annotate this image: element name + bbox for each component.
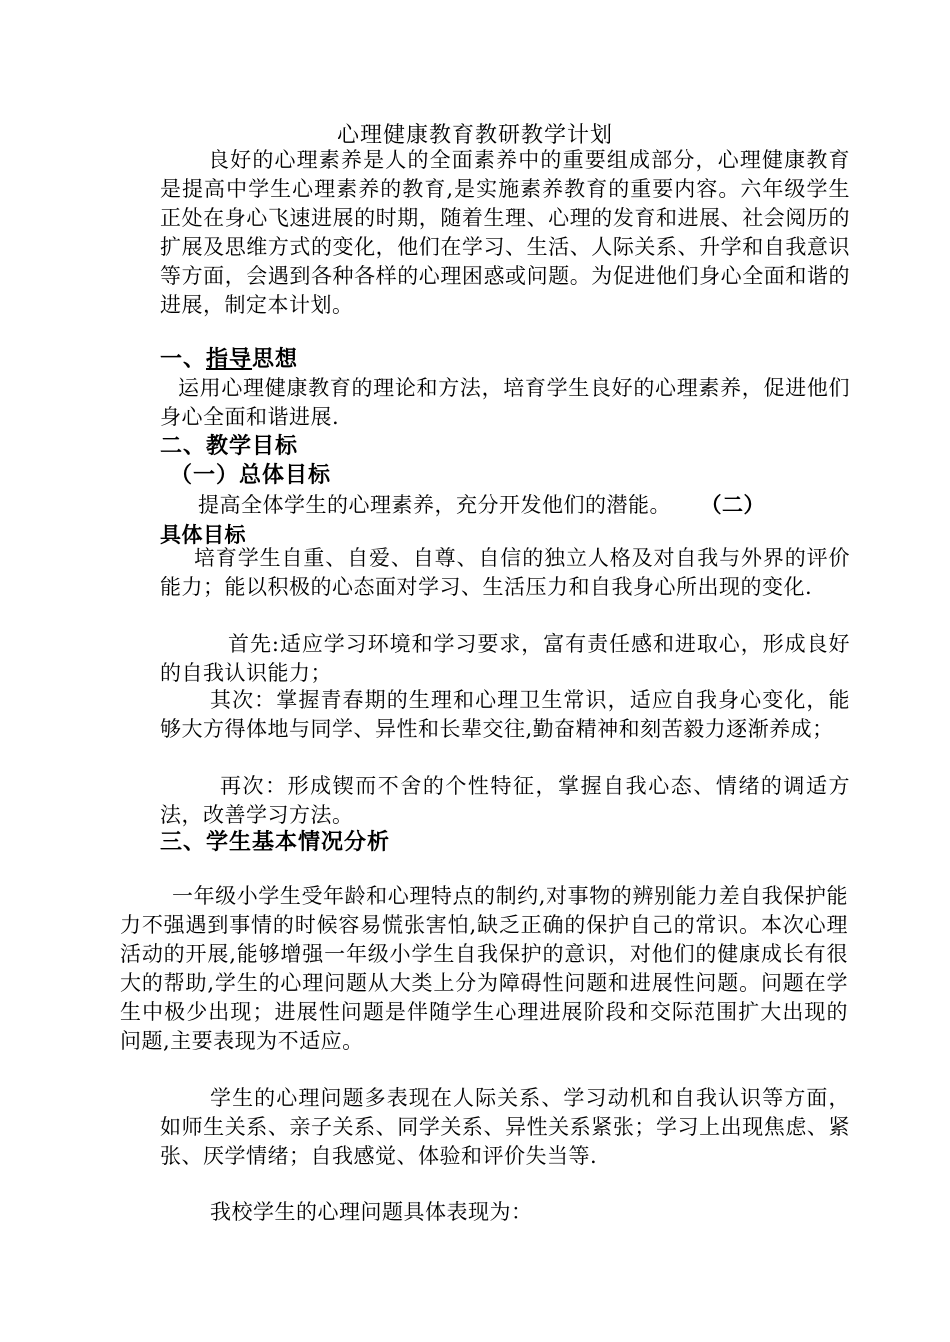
section-1-heading-rest: 思想 xyxy=(252,346,299,372)
section-2-heading: 二、教学目标 xyxy=(160,433,299,459)
section-3-paragraph-2: 学生的心理问题多表现在人际关系、学习动机和自我认识等方面，如师生关系、亲子关系、同学关系、异性关系紧张；学习上出现焦虑、紧张、厌学情绪；自我感觉、体验和评价失当等. xyxy=(160,1086,850,1168)
document-title: 心理健康教育教研教学计划 xyxy=(336,123,613,148)
section-3-paragraph-1: 一年级小学生受年龄和心理特点的制约,对事物的辨别能力差自我保护能力不强遇到事情的时候容易慌张害怕,缺乏正确的保护自己的常识。本次心理活动的开展,能够增强一年级小学生自我保护的意识，对他们的健康成长有很大的帮助,学生的心理问题从大类上分为障碍性问题和进展性问题。问题在学生中极少出现；进展性问题是伴随学生心理进展阶段和交际范围扩大出现的问题,主要表现为不适应。 xyxy=(120,884,848,1053)
intro-paragraph: 良好的心理素养是人的全面素养中的重要组成部分，心理健康教育是提高中学生心理素养的教育,是实施素养教育的重要内容。六年级学生正处在身心飞速进展的时期，随着生理、心理的发育和进展、社会阅历的扩展及思维方式的变化，他们在学习、生活、人际关系、升学和自我意识等方面，会遇到各种各样的心理困惑或问题。为促进他们身心全面和谐的进展，制定本计划。 xyxy=(160,148,850,317)
specific-goal-first: 首先:适应学习环境和学习要求，富有责任感和进取心，形成良好的自我认识能力； xyxy=(160,632,850,685)
section-1-heading-underlined: 指导 xyxy=(206,346,253,372)
subsection-overall-goal-text xyxy=(160,490,850,550)
section-3-heading: 三、学生基本情况分析 xyxy=(160,829,391,855)
subsection-overall-goal-heading: （一）总体目标 xyxy=(170,462,332,488)
section-1-prefix: 一、 xyxy=(160,346,207,372)
section-1-text: 运用心理健康教育的理论和方法，培育学生良好的心理素养，促进他们身心全面和谐进展. xyxy=(160,376,850,429)
subsection-specific-goal-heading-part1: （二） xyxy=(711,492,765,517)
specific-goal-third: 再次：形成锲而不舍的个性特征，掌握自我心态、情绪的调适方法，改善学习方法。 xyxy=(160,774,850,827)
section-3-paragraph-3: 我校学生的心理问题具体表现为： xyxy=(210,1200,533,1224)
subsection-specific-goal-heading-part2: 具体目标 xyxy=(160,522,246,547)
specific-goal-text: 培育学生自重、自爱、自尊、自信的独立人格及对自我与外界的评价能力；能以积极的心态面对学习、生活压力和自我身心所出现的变化. xyxy=(160,546,850,599)
section-1-heading xyxy=(160,345,298,374)
specific-goal-second: 其次：掌握青春期的生理和心理卫生常识，适应自我身心变化，能够大方得体地与同学、异性和长辈交往,勤奋精神和刻苦毅力逐渐养成； xyxy=(160,688,850,741)
overall-goal-text: 提高全体学生的心理素养，充分开发他们的潜能。 xyxy=(198,493,671,517)
